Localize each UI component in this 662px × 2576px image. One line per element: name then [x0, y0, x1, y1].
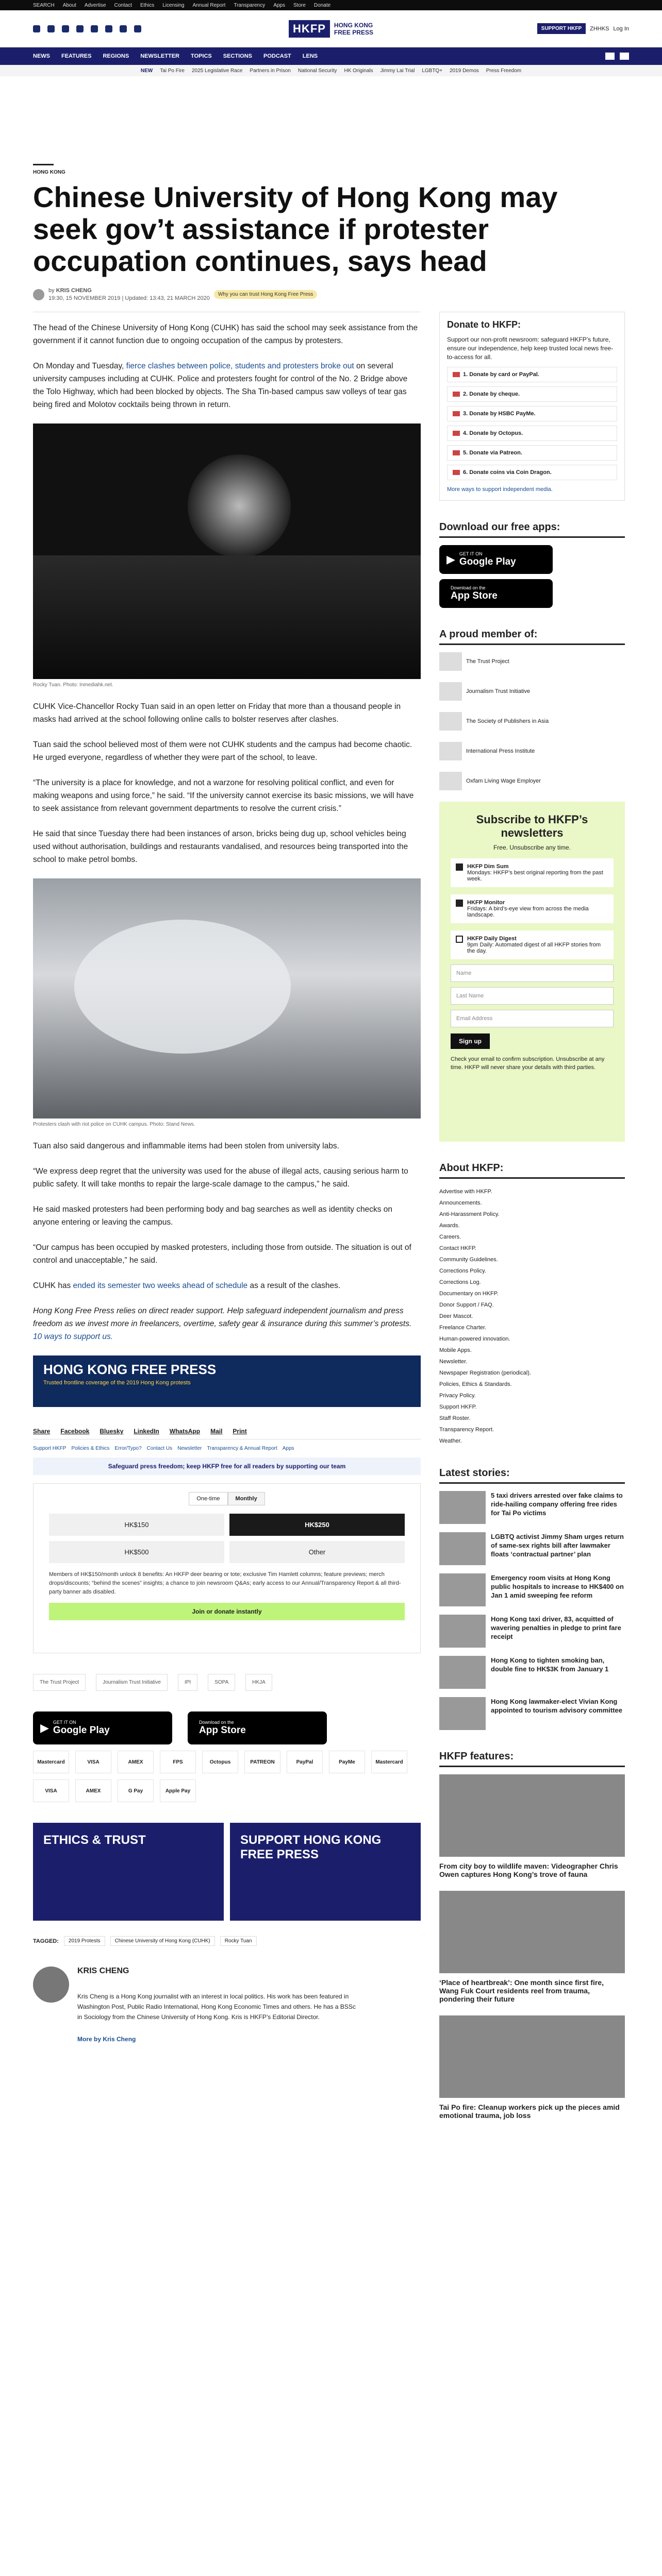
google-play-button[interactable]: ▶ GET IT ON Google Play [33, 1711, 172, 1744]
payment-logo[interactable]: PATREON [244, 1751, 280, 1773]
article-photo [33, 423, 421, 679]
nav-item[interactable]: SECTIONS [223, 53, 252, 59]
amount-option-selected[interactable]: HK$250 [229, 1514, 405, 1536]
amount-option[interactable]: HK$150 [49, 1514, 224, 1536]
paragraph: On Monday and Tuesday, fierce clashes between police, students and protesters broke out on several university campuses including at CUHK. Police and protesters fought for control of the No. 2 Bridge above the Tolo Highway, which had been blocked by objects. The Sha Tin-based campus saw volleys of tear gas being fired and Molotov cocktails being thrown in return. [33, 362, 408, 409]
play-icon: ▶ [40, 1721, 49, 1734]
article-body [33, 312, 421, 2132]
trending-link[interactable]: 2025 Legislative Race [192, 67, 243, 74]
payment-logo[interactable]: AMEX [75, 1780, 111, 1802]
partner[interactable]: International Press Institute [439, 742, 625, 760]
paragraph: The head of the Chinese University of Hong Kong (CUHK) has said the school may seek assistance from the government if it cannot function due to ongoing occupation of the campus by protesters. [33, 312, 421, 347]
article-photo [33, 878, 421, 1118]
amount-option-other[interactable]: Other [229, 1541, 405, 1563]
frequency-toggle [49, 1492, 405, 1505]
payme-icon [453, 411, 460, 416]
author-avatar [33, 289, 44, 300]
language-switch[interactable]: ZHHKS [590, 25, 609, 32]
newsletter-subtitle: Free. Unsubscribe any time. [493, 844, 571, 851]
trust-logo[interactable]: The Trust Project [33, 1674, 86, 1691]
newsletter-option[interactable]: HKFP Daily Digest 9pm Daily: Automated digest of all HKFP stories from the day. [451, 930, 614, 959]
email-field[interactable]: Email Address [451, 1010, 614, 1027]
topbar-link[interactable]: Store [293, 2, 306, 8]
support-banner[interactable]: SUPPORT HONG KONG FREE PRESS [230, 1823, 421, 1921]
author-info [77, 1967, 356, 2043]
new-label: NEW [140, 67, 153, 74]
about-link[interactable]: Deer Mascot. [439, 1313, 473, 1319]
paragraph: “We express deep regret that the university was used for the abuse of illegal acts, causing serious harm to public safety. It will take months to repair the large-scale damage to the campus,” he said. [33, 1167, 408, 1189]
article-title: Chinese University of Hong Kong may seek gov’t assistance if protester occupation continues, says head [33, 181, 558, 277]
join-button[interactable]: Join or donate instantly [49, 1603, 405, 1620]
story-thumbnail [439, 1573, 486, 1606]
membership-note: Members of HK$150/month unlock 8 benefits: An HKFP deer bearing or tote; exclusive Tim Hamlett columns; feature previews; merch drops/discounts; “behind the scenes” insights; a chance to join newsroom Q&As; early access to our Annual/Transparency Report & all third-party banner ads disabled. [49, 1571, 401, 1595]
about-link[interactable]: Announcements. [439, 1200, 482, 1206]
inline-link[interactable]: fierce clashes between police, students and protesters broke out [126, 362, 354, 370]
feature-story[interactable]: ‘Place of heartbreak’: One month since first fire, Wang Fuk Court residents reel from trauma, pondering their future [439, 1891, 625, 2003]
support-link[interactable]: 10 ways to support us. [33, 1332, 113, 1341]
play-icon: ▶ [446, 553, 455, 566]
about-link[interactable]: Donor Support / FAQ. [439, 1302, 494, 1308]
cheque-icon [453, 392, 460, 397]
story-thumbnail [439, 1491, 486, 1524]
author-link[interactable]: KRIS CHENG [56, 287, 92, 294]
payment-logo[interactable]: PayPal [287, 1751, 323, 1773]
footer-link[interactable]: Error/Typo? [114, 1446, 142, 1451]
tags-label: TAGGED: [33, 1938, 59, 1944]
donate-option[interactable]: 4. Donate by Octopus. [447, 426, 617, 441]
brand-header [0, 10, 662, 47]
card-icon [453, 372, 460, 377]
more-by-author-link[interactable]: More by Kris Cheng [77, 2036, 136, 2043]
payment-logo[interactable]: Mastercard [371, 1751, 407, 1773]
search-link[interactable]: SEARCH [33, 2, 55, 8]
partner-logo [439, 712, 462, 731]
paragraph: Tuan also said dangerous and inflammable items had been stolen from university labs. [33, 1142, 339, 1150]
topbar-link[interactable]: About [62, 2, 76, 8]
about-link[interactable]: Support HKFP. [439, 1404, 477, 1410]
section-label[interactable]: HONG KONG [33, 170, 65, 175]
share-print[interactable]: Print [233, 1428, 247, 1435]
trending-link[interactable]: Press Freedom [486, 67, 522, 74]
paragraph: “The university is a place for knowledge, and not a warzone for resolving political conflict, and even for making weapons and using force,” he said. “If the university cannot exercise its basic missions, we will have to seek assistance from relevant government departments to resolve the current crisis.” [33, 778, 414, 813]
author-line: by KRIS CHENG [48, 287, 92, 294]
topbar-link[interactable]: Annual Report [192, 2, 226, 8]
payment-logo[interactable]: VISA [75, 1751, 111, 1773]
footer-link[interactable]: Contact Us [146, 1446, 173, 1451]
linkedin-icon[interactable] [105, 25, 112, 32]
latest-story[interactable]: Hong Kong lawmaker-elect Vivian Kong appointed to tourism advisory committee [439, 1697, 625, 1730]
feature-story[interactable]: From city boy to wildlife maven: Videographer Chris Owen captures Hong Kong’s trove of fauna [439, 1774, 625, 1878]
donate-options [447, 367, 617, 480]
ethics-banner[interactable]: ETHICS & TRUST [33, 1823, 224, 1921]
donate-option[interactable]: 6. Donate coins via Coin Dragon. [447, 465, 617, 480]
banner-title: HONG KONG FREE PRESS [43, 1362, 217, 1377]
hkfp-banner[interactable] [33, 1355, 421, 1407]
latest-story[interactable]: LGBTQ activist Jimmy Sham urges return of same-sex rights bill after lawmaker floats ‘contractual partner’ plan [439, 1532, 625, 1565]
trust-logo[interactable]: IPI [178, 1674, 197, 1691]
donate-option[interactable]: 2. Donate by cheque. [447, 386, 617, 402]
payment-logo[interactable]: Apple Pay [160, 1780, 196, 1802]
payment-logo[interactable]: AMEX [118, 1751, 154, 1773]
lens-icon[interactable] [620, 53, 629, 60]
amount-option[interactable]: HK$500 [49, 1541, 224, 1563]
footer-link[interactable]: Apps [282, 1446, 294, 1451]
about-link[interactable]: Corrections Policy. [439, 1268, 486, 1274]
promo-banners [33, 1823, 421, 1921]
footer-link[interactable]: Transparency & Annual Report [207, 1446, 277, 1451]
newsletter-box [439, 802, 625, 1142]
facebook-icon[interactable] [33, 25, 40, 32]
author-name[interactable]: KRIS CHENG [77, 1967, 129, 1975]
about-link[interactable]: Contact HKFP. [439, 1245, 476, 1251]
share-label: Share [33, 1428, 51, 1435]
partners-heading: A proud member of: [439, 629, 625, 645]
social-icons [33, 25, 141, 32]
about-link[interactable]: Advertise with HKFP. [439, 1189, 492, 1195]
partner[interactable]: Oxfam Living Wage Employer [439, 772, 625, 790]
nav-item[interactable]: LENS [302, 53, 318, 59]
about-link[interactable]: Transparency Report. [439, 1427, 494, 1433]
partner[interactable]: The Trust Project [439, 652, 625, 671]
tags [33, 1936, 421, 1946]
nav-item[interactable]: REGIONS [103, 53, 129, 59]
instagram-icon[interactable] [62, 25, 69, 32]
donate-option[interactable]: 5. Donate via Patreon. [447, 445, 617, 461]
nav-logos [605, 53, 629, 60]
byline [33, 287, 629, 301]
topbar-link[interactable]: Transparency [234, 2, 266, 8]
nav-item[interactable]: NEWSLETTER [140, 53, 179, 59]
octopus-icon [453, 431, 460, 436]
feature-story[interactable]: Tai Po fire: Cleanup workers pick up the pieces amid emotional trauma, job loss [439, 2015, 625, 2120]
about-link[interactable]: Community Guidelines. [439, 1257, 498, 1263]
donate-text: Support our non-profit newsroom: safeguard HKFP’s future, ensure our independence, help keep trusted local news free-to-access for all. [447, 336, 614, 361]
author-box [33, 1967, 421, 2043]
paragraph: “Our campus has been occupied by masked protesters, including those from outside. The situation is out of control and unacceptable,” he said. [33, 1243, 411, 1265]
trust-logos [33, 1674, 421, 1691]
trust-logo[interactable]: HKJA [245, 1674, 272, 1691]
topbar-link[interactable]: Ethics [140, 2, 155, 8]
header-actions [537, 23, 629, 34]
about-heading: About HKFP: [439, 1162, 625, 1179]
monthly-tab[interactable]: Monthly [228, 1492, 265, 1505]
trust-pill[interactable]: Why you can trust Hong Kong Free Press [214, 290, 318, 299]
one-time-tab[interactable]: One-time [189, 1492, 227, 1505]
checkbox[interactable] [456, 863, 463, 871]
topbar-link[interactable]: Apps [273, 2, 285, 8]
payment-logo[interactable]: PayMe [329, 1751, 365, 1773]
app-store-button[interactable]: Download on the App Store [188, 1711, 327, 1744]
topbar-link[interactable]: Advertise [84, 2, 106, 8]
donate-widget [33, 1483, 421, 1653]
checkbox[interactable] [456, 900, 463, 907]
footer-links [33, 1446, 421, 1451]
newsletter-note: Check your email to confirm subscription. Unsubscribe at any time. HKFP will never share your details with third parties. [451, 1056, 605, 1071]
feature-image [439, 1774, 625, 1857]
about-link[interactable]: Corrections Log. [439, 1279, 481, 1285]
site-logo[interactable] [289, 20, 373, 38]
payment-logo[interactable]: G Pay [118, 1780, 154, 1802]
paragraph: CUHK Vice-Chancellor Rocky Tuan said in an open letter on Friday that more than a thousand people in masks had arrived at the school following online calls to bolster reserves after clashes. [33, 702, 401, 724]
threads-icon[interactable] [76, 25, 84, 32]
paragraph: Tuan said the school believed most of them were not CUHK students and the campus had become chaotic. He urged everyone, regardless of whether they were part of the school, to leave. [33, 740, 412, 762]
partner[interactable]: The Society of Publishers in Asia [439, 712, 625, 731]
trending-bar [0, 65, 662, 76]
top-utility-bar [0, 0, 662, 10]
newsletter-option[interactable]: HKFP Dim Sum Mondays: HKFP’s best original reporting from the past week. [451, 858, 614, 887]
share-bluesky[interactable]: Bluesky [100, 1428, 124, 1435]
app-store-button[interactable]: Download on the App Store [439, 579, 553, 608]
newsletter-option[interactable]: HKFP Monitor Fridays: A bird’s-eye view from across the media landscape. [451, 894, 614, 923]
story-thumbnail [439, 1697, 486, 1730]
x-icon[interactable] [47, 25, 55, 32]
about-link[interactable]: Freelance Charter. [439, 1325, 487, 1331]
share-mail[interactable]: Mail [210, 1428, 223, 1435]
main-nav [0, 47, 662, 65]
paragraph: CUHK has ended its semester two weeks ahead of schedule as a result of the clashes. [33, 1281, 341, 1290]
youtube-icon[interactable] [91, 25, 98, 32]
checkbox[interactable] [456, 936, 463, 943]
partner-logo [439, 652, 462, 671]
newsletter-title: Subscribe to HKFP’s newsletters [476, 813, 588, 839]
partner-logo [439, 682, 462, 701]
section-rule [33, 164, 54, 165]
tag[interactable]: Chinese University of Hong Kong (CUHK) [110, 1936, 215, 1946]
author-bio: Kris Cheng is a Hong Kong journalist with an interest in local politics. His work has been featured in Washington Post, Public Radio International, Hong Kong Economic Times and others. He has a BSSc in Sociology from the Chinese University of Hong Kong. Kris is HKFP’s Editorial Director. [77, 1993, 356, 2021]
footer-link[interactable]: Policies & Ethics [71, 1446, 110, 1451]
paragraph: He said masked protesters had been performing body and bag searches as well as identity checks on anyone entering or leaving the campus. [33, 1205, 393, 1227]
about-link[interactable]: Documentary on HKFP. [439, 1291, 499, 1297]
payment-methods [33, 1751, 421, 1802]
features-heading: HKFP features: [439, 1751, 625, 1767]
payment-logo[interactable]: Octopus [202, 1751, 238, 1773]
safeguard-banner[interactable]: Safeguard press freedom; keep HKFP free for all readers by supporting our team [33, 1458, 421, 1475]
about-link[interactable]: Staff Roster. [439, 1415, 471, 1421]
payment-logo[interactable]: FPS [160, 1751, 196, 1773]
logo-mark: HKFP [289, 20, 330, 38]
photo-caption: Protesters clash with riot police on CUHK campus. Photo: Stand News. [33, 1122, 195, 1127]
trust-logo[interactable]: Journalism Trust Initiative [96, 1674, 168, 1691]
nav-item[interactable]: TOPICS [190, 53, 212, 59]
latest-heading: Latest stories: [439, 1467, 625, 1484]
trending-link[interactable]: Partners in Prison [250, 67, 291, 74]
support-button[interactable]: SUPPORT HKFP [537, 23, 586, 34]
signup-button[interactable]: Sign up [451, 1033, 490, 1049]
more-ways-link[interactable]: More ways to support independent media. [447, 486, 553, 493]
coin-icon [453, 470, 460, 475]
trending-link[interactable]: Jimmy Lai Trial [380, 67, 415, 74]
latest-story[interactable]: Hong Kong taxi driver, 83, acquitted of wavering penalties in pledge to print fare receipt [439, 1615, 625, 1648]
nav-item[interactable]: FEATURES [61, 53, 92, 59]
publish-date: 19:30, 15 NOVEMBER 2019 [48, 295, 121, 301]
about-link[interactable]: Mobile Apps. [439, 1347, 472, 1353]
telegram-icon[interactable] [120, 25, 127, 32]
payment-logo[interactable]: Mastercard [33, 1751, 69, 1773]
latest-story[interactable]: 5 taxi drivers arrested over fake claims to ride-hailing company offering free rides for Tai Po victims [439, 1491, 625, 1524]
tag[interactable]: 2019 Protests [64, 1936, 105, 1946]
about-link[interactable]: Policies, Ethics & Standards. [439, 1381, 512, 1387]
author-photo [33, 1967, 69, 2003]
login-link[interactable]: Log In [613, 25, 629, 32]
tag[interactable]: Rocky Tuan [220, 1936, 257, 1946]
about-link[interactable]: Human-powered innovation. [439, 1336, 510, 1342]
topbar-link[interactable]: Contact [114, 2, 132, 8]
last-name-field[interactable]: Last Name [451, 987, 614, 1005]
sidebar [439, 312, 625, 2132]
story-thumbnail [439, 1656, 486, 1689]
share-whatsapp[interactable]: WhatsApp [169, 1428, 201, 1435]
trending-link[interactable]: National Security [297, 67, 337, 74]
inline-link[interactable]: ended its semester two weeks ahead of schedule [73, 1281, 248, 1290]
about-link[interactable]: Newspaper Registration (periodical). [439, 1370, 531, 1376]
share-linkedin[interactable]: LinkedIn [134, 1428, 159, 1435]
partner-logo [439, 742, 462, 760]
donate-option[interactable]: 1. Donate by card or PayPal. [447, 367, 617, 382]
trust-logo[interactable]: SOPA [208, 1674, 235, 1691]
nav-item[interactable]: NEWS [33, 53, 50, 59]
trending-link[interactable]: Tai Po Fire [160, 67, 185, 74]
amount-options [49, 1514, 405, 1563]
rss-icon[interactable] [134, 25, 141, 32]
support-appeal: Hong Kong Free Press relies on direct reader support. Help safeguard independent journalism and press freedom as we invest more in freelancers, overtime, safety gear & insurance during this summer’s protests. 10 ways to support us. [33, 1307, 412, 1341]
story-thumbnail [439, 1615, 486, 1648]
partner-logo [439, 772, 462, 790]
latest-story[interactable]: Emergency room visits at Hong Kong public hospitals to increase to HK$400 on Jan 1 amid sweeping fee reform [439, 1573, 625, 1606]
apps-heading: Download our free apps: [439, 521, 625, 538]
donate-sidebar [439, 312, 625, 501]
about-link[interactable]: Privacy Policy. [439, 1393, 476, 1399]
payment-logo[interactable]: VISA [33, 1780, 69, 1802]
topbar-link[interactable]: Licensing [162, 2, 185, 8]
about-link[interactable]: Newsletter. [439, 1359, 468, 1365]
name-field[interactable]: Name [451, 964, 614, 982]
about-link[interactable]: Awards. [439, 1223, 460, 1229]
partner[interactable]: Journalism Trust Initiative [439, 682, 625, 701]
trending-link[interactable]: HK Originals [344, 67, 373, 74]
topbar-link[interactable]: Donate [313, 2, 331, 8]
share-facebook[interactable]: Facebook [60, 1428, 90, 1435]
trending-link[interactable]: 2019 Demos [450, 67, 479, 74]
banner-subtitle: Trusted frontline coverage of the 2019 Hong Kong protests [43, 1380, 191, 1386]
footer-link[interactable]: Support HKFP [33, 1446, 67, 1451]
feature-image [439, 1891, 625, 1973]
podcast-icon[interactable] [605, 53, 615, 60]
donate-title: Donate to HKFP: [447, 319, 521, 330]
about-link[interactable]: Weather. [439, 1438, 462, 1444]
app-buttons [33, 1711, 421, 1744]
nav-item[interactable]: PODCAST [263, 53, 291, 59]
latest-story[interactable]: Hong Kong to tighten smoking ban, double fine to HK$3K from January 1 [439, 1656, 625, 1689]
patreon-icon [453, 450, 460, 455]
about-link[interactable]: Careers. [439, 1234, 461, 1240]
about-list [439, 1186, 625, 1447]
feature-image [439, 2015, 625, 2098]
paragraph: He said that since Tuesday there had been instances of arson, bricks being dug up, school vehicles being used without authorisation, buildings and restaurants vandalised, and resources being transported into the school to make petrol bombs. [33, 829, 408, 864]
logo-text: HONG KONG FREE PRESS [334, 21, 373, 36]
date-line: 19:30, 15 NOVEMBER 2019 | Updated: 13:43, 21 MARCH 2020 [48, 295, 210, 301]
story-thumbnail [439, 1532, 486, 1565]
about-link[interactable]: Anti-Harassment Policy. [439, 1211, 500, 1217]
donate-option[interactable]: 3. Donate by HSBC PayMe. [447, 406, 617, 421]
google-play-button[interactable]: ▶ GET IT ON Google Play [439, 545, 553, 574]
updated-date: Updated: 13:43, 21 MARCH 2020 [125, 295, 210, 301]
trending-link[interactable]: LGBTQ+ [422, 67, 443, 74]
footer-link[interactable]: Newsletter [177, 1446, 202, 1451]
photo-caption: Rocky Tuan. Photo: Inmediahk.net. [33, 682, 113, 688]
share-bar [33, 1428, 421, 1439]
byline-text [48, 287, 210, 301]
